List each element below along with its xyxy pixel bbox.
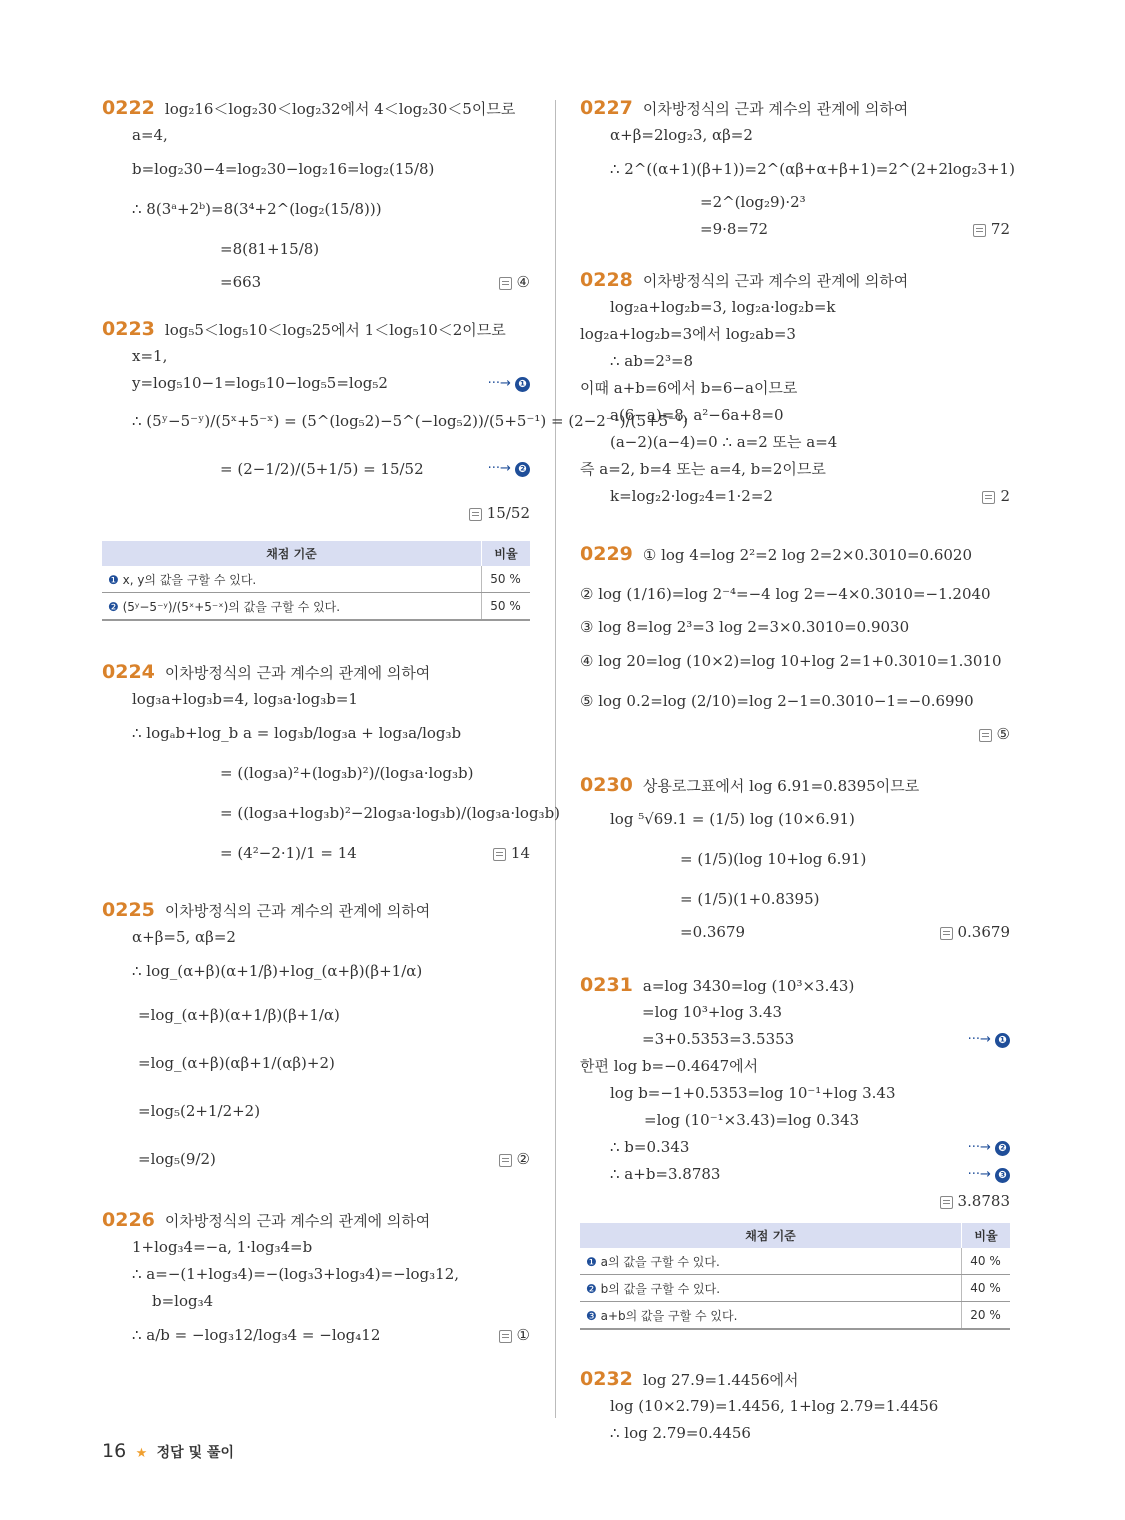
solution-line: log₅5＜log₅10＜log₅25에서 1＜log₅10＜2이므로	[164, 321, 506, 339]
solution-line: a(6−a)=8, a²−6a+8=0	[610, 406, 784, 424]
solution-line: =8(81+15/8)	[220, 240, 320, 258]
solution-line: a=4,	[132, 126, 168, 144]
problem-number: 0222	[102, 97, 155, 119]
answer-row	[580, 721, 1010, 748]
problem-number: 0227	[580, 97, 633, 119]
solution-line: ∴ a/b = −log₃12/log₃4 = −log₄12 ①	[102, 1315, 530, 1355]
ratio-header: 비율	[962, 1223, 1011, 1248]
solution-line: = (1/5)(log 10+log 6.91)	[680, 850, 867, 868]
section-label: 정답 및 풀이	[156, 1445, 235, 1461]
solution-line: ⑤ log 0.2=log (2/10)=log 2−1=0.3010−1=−0.6990	[580, 692, 974, 710]
problem-number: 0232	[580, 1368, 633, 1390]
solution-line: =log (10⁻¹×3.43)=log 0.343	[644, 1111, 860, 1129]
problem-0232	[580, 1366, 1010, 1447]
solution-line: log b=−1+0.5353=log 10⁻¹+log 3.43	[610, 1084, 896, 1102]
answer-icon	[982, 491, 995, 504]
problem-number: 0225	[102, 899, 155, 921]
table-row: ❸ a+b의 값을 구할 수 있다. 20 %	[580, 1302, 1010, 1330]
solution-line: log (10×2.79)=1.4456, 1+log 2.79=1.4456	[610, 1397, 939, 1415]
answer-icon	[499, 1330, 512, 1343]
solution-line: =2^(log₂9)·2³	[700, 193, 806, 211]
page-footer	[102, 1440, 234, 1462]
solution-line: 이때 a+b=6에서 b=6−a이므로	[580, 379, 798, 397]
solution-line: = ((log₃a)²+(log₃b)²)/(log₃a·log₃b)	[220, 764, 474, 782]
problem-0230	[580, 772, 1010, 946]
solution-line: 이차방정식의 근과 계수의 관계에 의하여	[164, 902, 431, 920]
problem-number: 0229	[580, 543, 633, 565]
solution-line: ∴ b=0.343 ···→ ❷	[580, 1134, 1010, 1161]
problem-number: 0230	[580, 774, 633, 796]
problem-0229	[580, 534, 1010, 748]
solution-line: log ⁵√69.1 = (1/5) log (10×6.91)	[610, 810, 855, 828]
solution-line: ∴ ab=2³=8	[610, 352, 694, 370]
problem-0228	[580, 267, 1010, 510]
solution-line: b=log₂30−4=log₂30−log₂16=log₂(15/8)	[132, 160, 435, 178]
answer-icon	[979, 729, 992, 742]
problem-0227	[580, 95, 1015, 243]
problem-0225	[102, 897, 530, 1183]
solution-line: log₂16＜log₂30＜log₂32에서 4＜log₂30＜5이므로	[164, 100, 516, 118]
step-marker: ···→ ❶	[968, 1026, 1010, 1053]
scoring-criteria-table	[102, 541, 530, 621]
step-marker: ···→ ❶	[488, 370, 530, 397]
answer-row	[580, 1188, 1010, 1215]
answer-icon	[940, 927, 953, 940]
solution-line: =3+0.5353=3.5353 ···→ ❶	[580, 1026, 1010, 1053]
solution-line: a=log 3430=log (10³×3.43)	[642, 977, 855, 995]
solution-line: ① log 4=log 2²=2 log 2=2×0.3010=0.6020	[642, 546, 973, 564]
solution-line: log 27.9=1.4456에서	[642, 1371, 799, 1389]
answer-badge: 0.3679	[940, 919, 1011, 946]
solution-line: ④ log 20=log (10×2)=log 10+log 2=1+0.3010=1.3010	[580, 652, 1002, 670]
answer-icon	[499, 277, 512, 290]
column-divider	[555, 100, 556, 1418]
answer-badge: ⑤	[979, 721, 1010, 748]
solution-line: =663 ④	[102, 269, 530, 296]
solution-line: 이차방정식의 근과 계수의 관계에 의하여	[642, 272, 909, 290]
answer-row	[102, 493, 530, 533]
table-row: ❷ (5ʸ−5⁻ʸ)/(5ˣ+5⁻ˣ)의 값을 구할 수 있다. 50 %	[102, 593, 530, 621]
solution-line: log₂a+log₂b=3에서 log₂ab=3	[580, 325, 796, 343]
solution-line: 1+log₃4=−a, 1·log₃4=b	[132, 1238, 313, 1256]
solution-line: ∴ log_(α+β)(α+1/β)+log_(α+β)(β+1/α)	[132, 962, 423, 980]
criteria-header: 채점 기준	[102, 541, 482, 566]
right-column	[580, 95, 1015, 1447]
solution-line: ② log (1/16)=log 2⁻⁴=−4 log 2=−4×0.3010=−1.2040	[580, 585, 991, 603]
solution-line: 이차방정식의 근과 계수의 관계에 의하여	[164, 1212, 431, 1230]
step-marker: ···→ ❷	[488, 445, 530, 493]
ratio-header: 비율	[482, 541, 531, 566]
solution-line: =9·8=72 72	[580, 216, 1010, 243]
solution-line: y=log₅10−1=log₅10−log₅5=log₅2 ···→ ❶	[102, 370, 530, 397]
table-row: ❶ a의 값을 구할 수 있다. 40 %	[580, 1248, 1010, 1275]
solution-line: ∴ 2^((α+1)(β+1))=2^(αβ+α+β+1)=2^(2+2log₂3+1)	[610, 160, 1015, 178]
solution-line: ∴ a=−(1+log₃4)=−(log₃3+log₃4)=−log₃12,	[132, 1265, 460, 1283]
problem-0226	[102, 1207, 530, 1355]
problem-number: 0223	[102, 318, 155, 340]
solution-line: ∴ a+b=3.8783 ···→ ❸	[580, 1161, 1010, 1188]
scoring-criteria-table	[580, 1223, 1010, 1330]
criteria-header: 채점 기준	[580, 1223, 962, 1248]
solution-line: ∴ log 2.79=0.4456	[610, 1424, 751, 1442]
page-number: 16	[102, 1440, 127, 1462]
problem-number: 0228	[580, 269, 633, 291]
solution-line: =log_(α+β)(α+1/β)(β+1/α)	[138, 1006, 340, 1024]
problem-0231	[580, 972, 1010, 1330]
solution-line: k=log₂2·log₂4=1·2=2 2	[580, 483, 1010, 510]
answer-icon	[940, 1196, 953, 1209]
solution-line: 한편 log b=−0.4647에서	[580, 1057, 759, 1075]
solution-line: 상용로그표에서 log 6.91=0.8395이므로	[642, 777, 920, 795]
solution-line: ∴ logₐb+log_b a = log₃b/log₃a + log₃a/log₃b	[132, 724, 462, 742]
answer-badge: 15/52	[469, 493, 530, 533]
solution-line: = (1/5)(1+0.8395)	[680, 890, 820, 908]
solution-line: α+β=5, αβ=2	[132, 928, 236, 946]
problem-0224	[102, 659, 561, 873]
answer-badge: ①	[499, 1315, 530, 1355]
solution-line: =log_(α+β)(αβ+1/(αβ)+2)	[138, 1054, 335, 1072]
solution-line: 이차방정식의 근과 계수의 관계에 의하여	[164, 664, 431, 682]
answer-badge: ④	[499, 269, 530, 296]
answer-badge: 2	[982, 483, 1010, 510]
solution-line: (a−2)(a−4)=0 ∴ a=2 또는 a=4	[610, 433, 838, 451]
solution-line: ∴ 8(3ᵃ+2ᵇ)=8(3⁴+2^(log₂(15/8)))	[132, 200, 382, 218]
solution-line: = ((log₃a+log₃b)²−2log₃a·log₃b)/(log₃a·log₃b)	[220, 804, 561, 822]
solution-line: x=1,	[132, 347, 168, 365]
answer-badge: 72	[973, 216, 1010, 243]
solution-line: =log 10³+log 3.43	[642, 1003, 783, 1021]
solution-line: 이차방정식의 근과 계수의 관계에 의하여	[642, 100, 909, 118]
answer-icon	[499, 1154, 512, 1167]
solution-line: log₂a+log₂b=3, log₂a·log₂b=k	[610, 298, 836, 316]
problem-0222	[102, 95, 530, 296]
solution-line: =log₅(9/2) ②	[102, 1135, 530, 1183]
answer-badge: 14	[493, 833, 530, 873]
solution-line: = (2−1/2)/(5+1/5) = 15/52 ···→ ❷	[102, 445, 530, 493]
answer-icon	[469, 508, 482, 521]
solution-line: =0.3679 0.3679	[580, 919, 1010, 946]
table-row: ❷ b의 값을 구할 수 있다. 40 %	[580, 1275, 1010, 1302]
solution-line: ∴ (5ʸ−5⁻ʸ)/(5ˣ+5⁻ˣ) = (5^(log₅2)−5^(−log₅2))/(5+5⁻¹) = (2−2⁻¹)/(5+5⁻¹)	[132, 412, 688, 430]
solution-line: b=log₃4	[152, 1292, 214, 1310]
answer-badge: ②	[499, 1135, 530, 1183]
answer-icon	[973, 224, 986, 237]
problem-number: 0231	[580, 974, 633, 996]
step-marker: ···→ ❷	[968, 1134, 1010, 1161]
problem-number: 0224	[102, 661, 155, 683]
solution-line: =log₅(2+1/2+2)	[138, 1102, 261, 1120]
answer-badge: 3.8783	[940, 1188, 1011, 1215]
star-icon: ★	[135, 1446, 148, 1461]
solution-line: 즉 a=2, b=4 또는 a=4, b=2이므로	[580, 460, 826, 478]
problem-number: 0226	[102, 1209, 155, 1231]
solution-line: α+β=2log₂3, αβ=2	[610, 126, 753, 144]
solution-line: = (4²−2·1)/1 = 14 14	[102, 833, 530, 873]
table-row: ❶ x, y의 값을 구할 수 있다. 50 %	[102, 566, 530, 593]
answer-icon	[493, 848, 506, 861]
solution-line: ③ log 8=log 2³=3 log 2=3×0.3010=0.9030	[580, 618, 910, 636]
step-marker: ···→ ❸	[968, 1161, 1010, 1188]
solution-line: log₃a+log₃b=4, log₃a·log₃b=1	[132, 690, 358, 708]
